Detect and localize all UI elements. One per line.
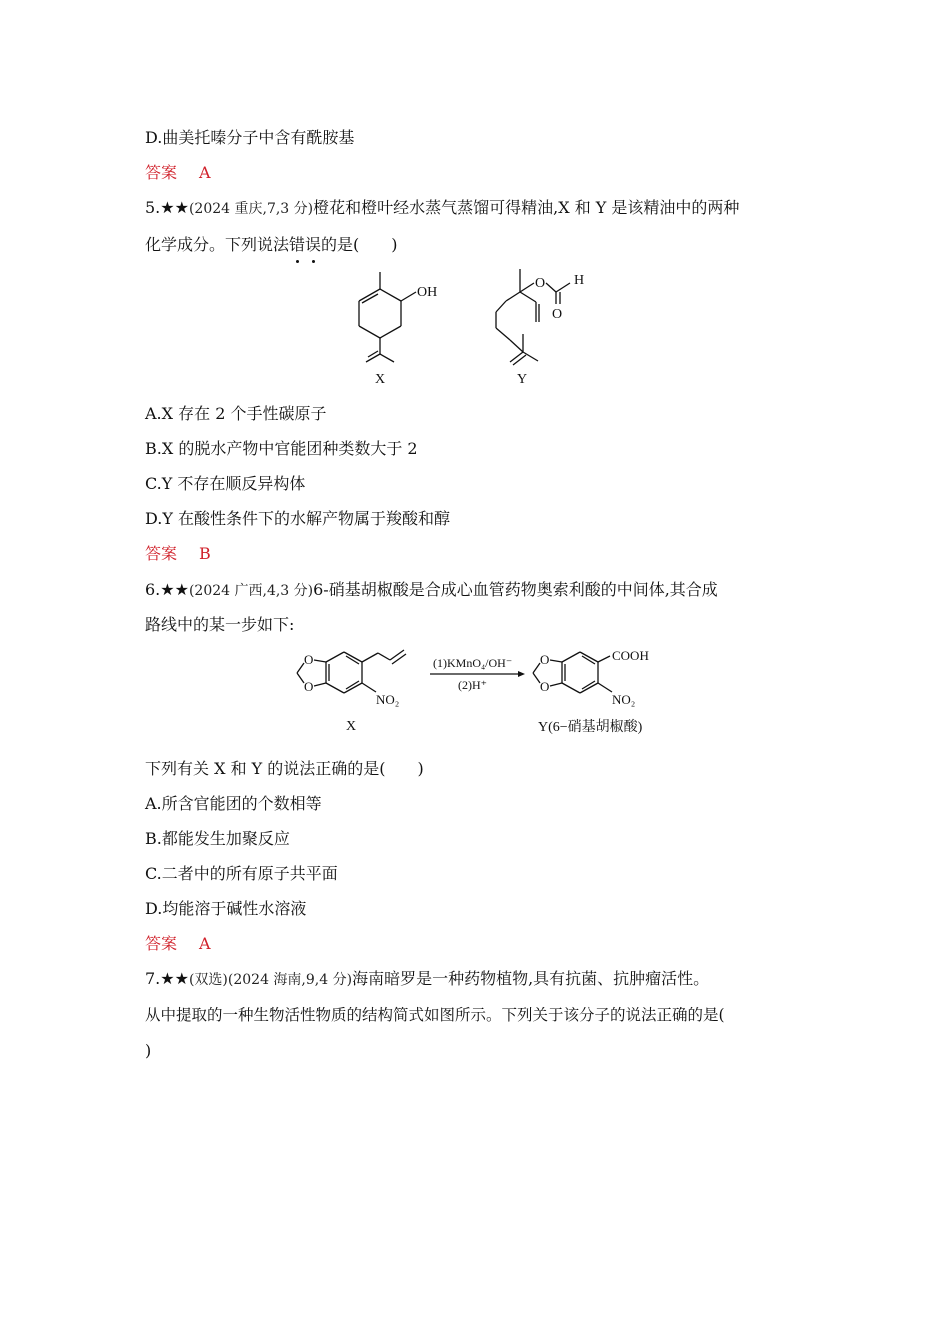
reaction-arrow-head bbox=[518, 671, 525, 677]
x-nitro-label: NO₂ bbox=[376, 692, 400, 707]
reagent-bottom: (2)H⁺ bbox=[458, 678, 487, 692]
q7-number: 7. bbox=[145, 969, 161, 988]
q5-stem-text2: 化学成分。下列说法 bbox=[145, 235, 290, 254]
q5-stem-text3: 的是( ) bbox=[321, 235, 398, 254]
q5-stem-line2 bbox=[145, 235, 398, 255]
q7-source: (2024 海南,9,4 分) bbox=[227, 972, 353, 988]
carboxyl-label: COOH bbox=[612, 648, 649, 663]
q7-stem-line2: 从中提取的一种生物活性物质的结构简式如图所示。下列关于该分子的说法正确的是( bbox=[145, 1006, 725, 1024]
answer-value: A bbox=[199, 934, 211, 953]
q6-option-c: C.二者中的所有原子共平面 bbox=[145, 864, 338, 883]
q4-answer bbox=[145, 163, 211, 183]
y-ring-oxygen-top: O bbox=[540, 652, 550, 667]
q6-option-b: B.都能发生加聚反应 bbox=[145, 829, 290, 848]
x-ring-oxygen-bottom: O bbox=[304, 679, 314, 694]
q7-tag: (双选) bbox=[188, 972, 228, 988]
difficulty-stars: ★★ bbox=[160, 198, 189, 217]
molecule-x-bonds bbox=[359, 272, 416, 362]
q5-structure-figure bbox=[340, 264, 620, 389]
q5-option-b: B.X 的脱水产物中官能团种类数大于 2 bbox=[145, 439, 418, 458]
q6-option-d: D.均能溶于碱性水溶液 bbox=[145, 899, 307, 918]
q7-stem-line3: ) bbox=[145, 1041, 152, 1060]
q6-stem-text: 6-硝基胡椒酸是合成心血管药物奥索利酸的中间体,其合成 bbox=[313, 580, 718, 599]
difficulty-stars: ★★ bbox=[160, 580, 189, 599]
q6-answer bbox=[145, 934, 211, 954]
emphasis-char: 误 bbox=[305, 235, 322, 254]
q6-source: (2024 广西,4,3 分) bbox=[188, 583, 314, 599]
y-nitro-label: NO₂ bbox=[612, 692, 636, 707]
q5-number: 5. bbox=[145, 198, 161, 217]
reagent-top: (1)KMnO₄/OH⁻ bbox=[433, 656, 513, 670]
hydroxyl-label: OH bbox=[417, 285, 438, 300]
answer-label: 答案 bbox=[145, 544, 178, 563]
formyl-h-label: H bbox=[574, 273, 585, 288]
q7-stem-line1 bbox=[145, 969, 709, 990]
q4-option-d: D.曲美托嗪分子中含有酰胺基 bbox=[145, 128, 355, 147]
q7-stem-text: 海南暗罗是一种药物植物,具有抗菌、抗肿瘤活性。 bbox=[352, 969, 710, 988]
q6-stem-line2: 路线中的某一步如下: bbox=[145, 615, 295, 634]
q6-question: 下列有关 X 和 Y 的说法正确的是( ) bbox=[145, 759, 424, 778]
ester-oxygen-label: O bbox=[535, 276, 546, 291]
q6-stem-line1 bbox=[145, 580, 718, 601]
q5-answer bbox=[145, 544, 211, 564]
answer-label: 答案 bbox=[145, 163, 178, 182]
x-ring-oxygen-top: O bbox=[304, 652, 314, 667]
molecule-y-label: Y bbox=[517, 372, 528, 387]
q6-reaction-figure bbox=[280, 642, 670, 742]
q5-option-a: A.X 存在 2 个手性碳原子 bbox=[145, 404, 327, 423]
molecule-y-label: Y(6−硝基胡椒酸) bbox=[538, 720, 643, 735]
q5-option-c: C.Y 不存在顺反异构体 bbox=[145, 474, 306, 493]
answer-label: 答案 bbox=[145, 934, 178, 953]
q5-stem-line1 bbox=[145, 198, 739, 219]
answer-value: A bbox=[199, 163, 211, 182]
q5-option-d: D.Y 在酸性条件下的水解产物属于羧酸和醇 bbox=[145, 509, 450, 528]
emphasis-char: 错 bbox=[289, 235, 306, 254]
q5-stem-text: 橙花和橙叶经水蒸气蒸馏可得精油,X 和 Y 是该精油中的两种 bbox=[313, 198, 740, 217]
y-ring-oxygen-bottom: O bbox=[540, 679, 550, 694]
carbonyl-oxygen-label: O bbox=[552, 307, 563, 322]
molecule-x-label: X bbox=[375, 372, 386, 387]
answer-value: B bbox=[199, 544, 211, 563]
molecule-x-label: X bbox=[346, 719, 357, 734]
q5-source: (2024 重庆,7,3 分) bbox=[188, 201, 314, 217]
q6-option-a: A.所含官能团的个数相等 bbox=[145, 794, 322, 813]
q6-number: 6. bbox=[145, 580, 161, 599]
difficulty-stars: ★★ bbox=[160, 969, 189, 988]
